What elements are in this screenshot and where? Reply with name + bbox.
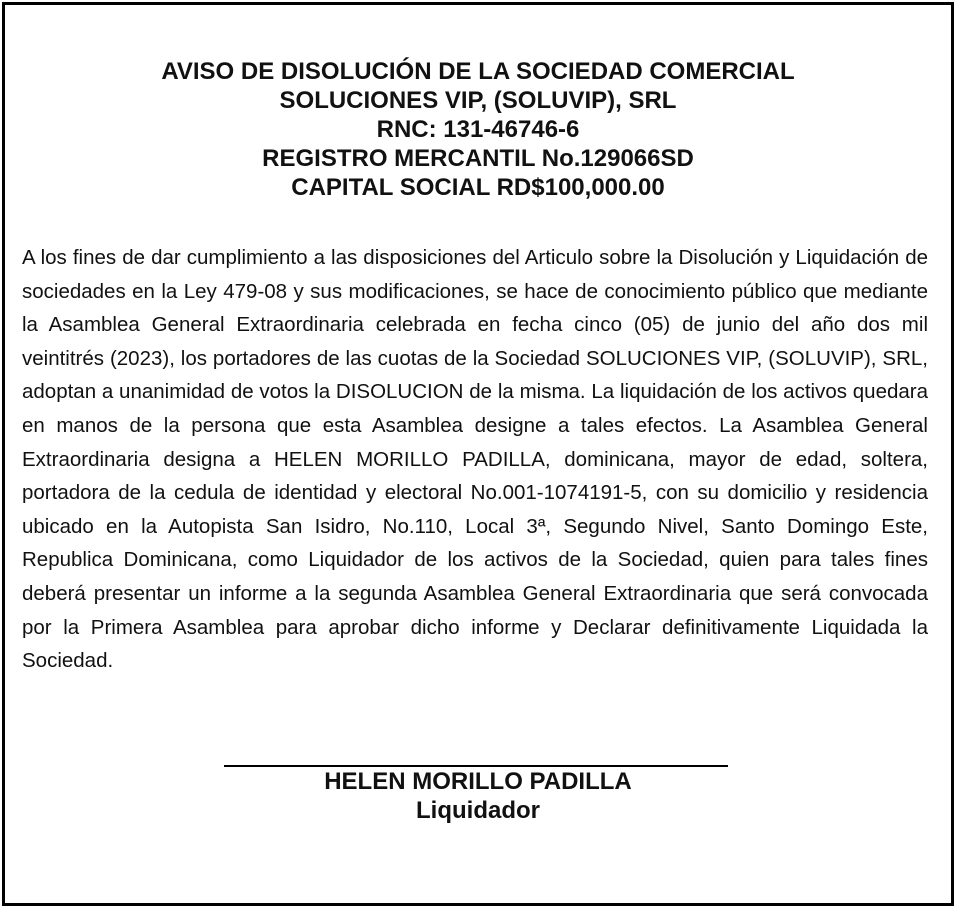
- rnc-number: RNC: 131-46746-6: [376, 116, 580, 143]
- notice-header: [5, 57, 951, 202]
- mercantile-registry: REGISTRO MERCANTIL No.129066SD: [262, 145, 694, 172]
- social-capital: CAPITAL SOCIAL RD$100,000.00: [291, 174, 665, 201]
- notice-title: AVISO DE DISOLUCIÓN DE LA SOCIEDAD COMERCIAL: [161, 58, 795, 85]
- signatory-role: Liquidador: [416, 797, 540, 824]
- company-name: SOLUCIONES VIP, (SOLUVIP), SRL: [279, 87, 677, 114]
- legal-notice: [2, 2, 954, 906]
- notice-body-paragraph: A los fines de dar cumplimiento a las disposiciones del Articulo sobre la Disolución y Liquidación de sociedades en la Ley 479-08 y sus modificaciones, se hace de conocimiento público que mediante la Asamblea General Extraordinaria celebrada en fecha cinco (05) de junio del año dos mil veintitrés (2023), los portadores de las cuotas de la Sociedad SOLUCIONES VIP, (SOLUVIP), SRL, adoptan a unanimidad de votos la DISOLUCION de la misma. La liquidación de los activos quedara en manos de la persona que esta Asamblea designe a tales efectos. La Asamblea General Extraordinaria designa a HELEN MORILLO PADILLA, dominicana, mayor de edad, soltera, portadora de la cedula de identidad y electoral No.001-1074191-5, con su domicilio y residencia ubicado en la Autopista San Isidro, No.110, Local 3ª, Segundo Nivel, Santo Domingo Este, Republica Dominicana, como Liquidador de los activos de la Sociedad, quien para tales fines deberá presentar un informe a la segunda Asamblea General Extraordinaria que será convocada por la Primera Asamblea para aprobar dicho informe y Declarar definitivamente Liquidada la Sociedad.: [22, 246, 928, 673]
- signatory-name: HELEN MORILLO PADILLA: [324, 768, 632, 795]
- signature-block: [5, 767, 951, 825]
